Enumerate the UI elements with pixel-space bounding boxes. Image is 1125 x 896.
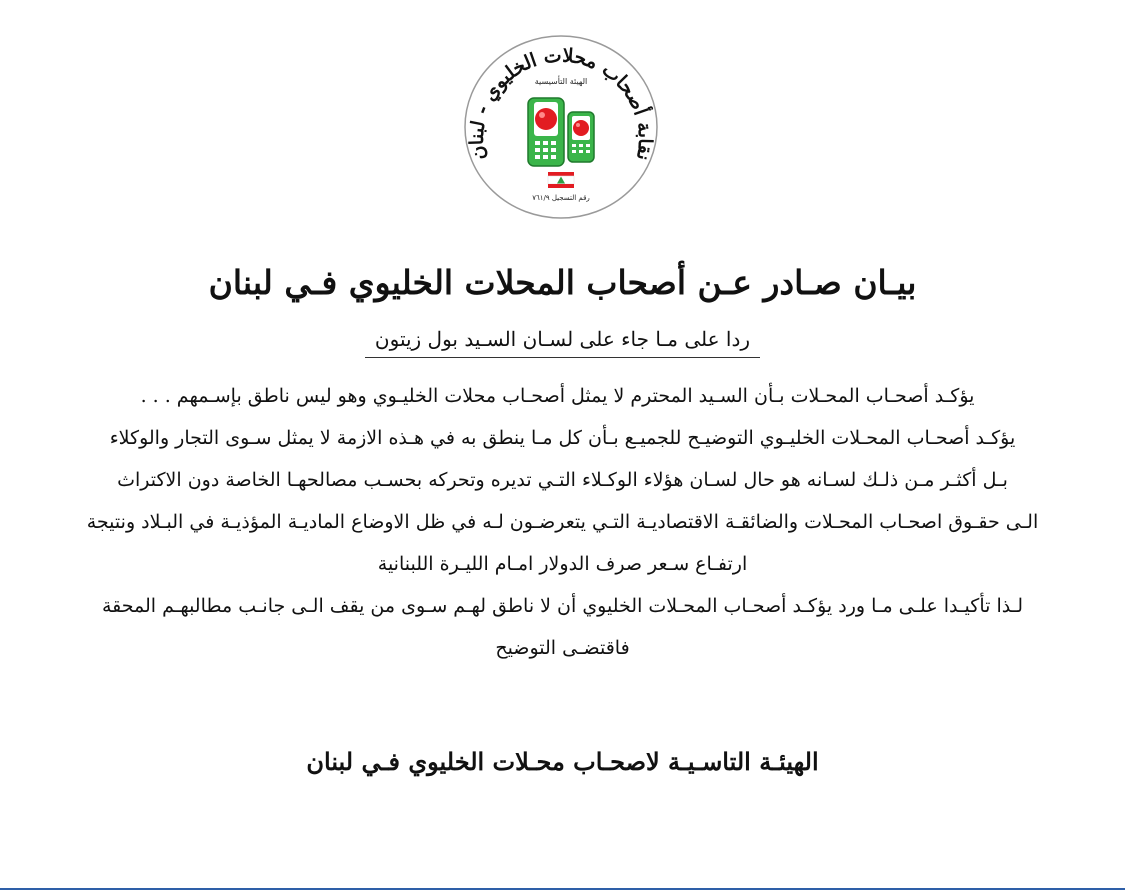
lebanon-flag-icon (548, 172, 574, 188)
mobile-phone-small-icon (568, 112, 594, 162)
statement-body (40, 375, 1085, 669)
statement-signature: الهيئـة التاسـيـة لاصحـاب محـلات الخليوي فـي لبنان (306, 747, 819, 776)
statement-line: يؤكـد أصحـاب المحـلات الخليـوي التوضيـح للجميـع بـأن كل مـا ينطق به في هـذه الازمة لا يمثل سـوى التجار والوكلاء (109, 427, 1016, 449)
statement-line: فاقتضـى التوضيح (495, 637, 630, 659)
statement-subtitle-text: ردا على مـا جاء على لسـان السـيد بول زيتون (365, 324, 760, 358)
union-logo-seal (460, 32, 662, 222)
statement-line: يؤكـد أصحـاب المحـلات بـأن السـيد المحترم لا يمثل أصحـاب محلات الخليـوي وهو ليس ناطق بإسـمهم . . . (140, 385, 975, 407)
logo-inner-text: الهيئة التأسيسية (534, 77, 588, 86)
statement-line: بـل أكثـر مـن ذلـك لسـانه هو حال لسـان هؤلاء الوكـلاء التـي تديره وتحركه بحسـب مصالحهـا الخاصة دون الاكتراث (117, 469, 1008, 491)
mobile-phone-icon (528, 98, 564, 166)
bottom-divider (0, 888, 1125, 890)
statement-subtitle (0, 324, 1125, 358)
logo-ring-text: نقابة أصحاب محلات الخليوي - لبنان (465, 44, 657, 163)
statement-title: بيـان صـادر عـن أصحاب المحلات الخليوي فـي لبنان (208, 263, 917, 302)
statement-line: ارتفـاع سـعر صرف الدولار امـام الليـرة اللبنانية (377, 553, 748, 575)
statement-line: لـذا تأكيـدا علـى مـا ورد يؤكـد أصحـاب المحـلات الخليوي أن لا ناطق لهـم سـوى من يقف الـى جانـب مطالبهـم المحقة (101, 595, 1024, 617)
statement-line: الـى حقـوق اصحـاب المحـلات والضائقـة الاقتصاديـة التـي يتعرضـون لـه في ظل الاوضاع الماديـة المؤذيـة في البـلاد ونتيجة (86, 511, 1039, 533)
logo-registration-text: رقم التسجيل ٧٦١/٩ (532, 194, 590, 202)
